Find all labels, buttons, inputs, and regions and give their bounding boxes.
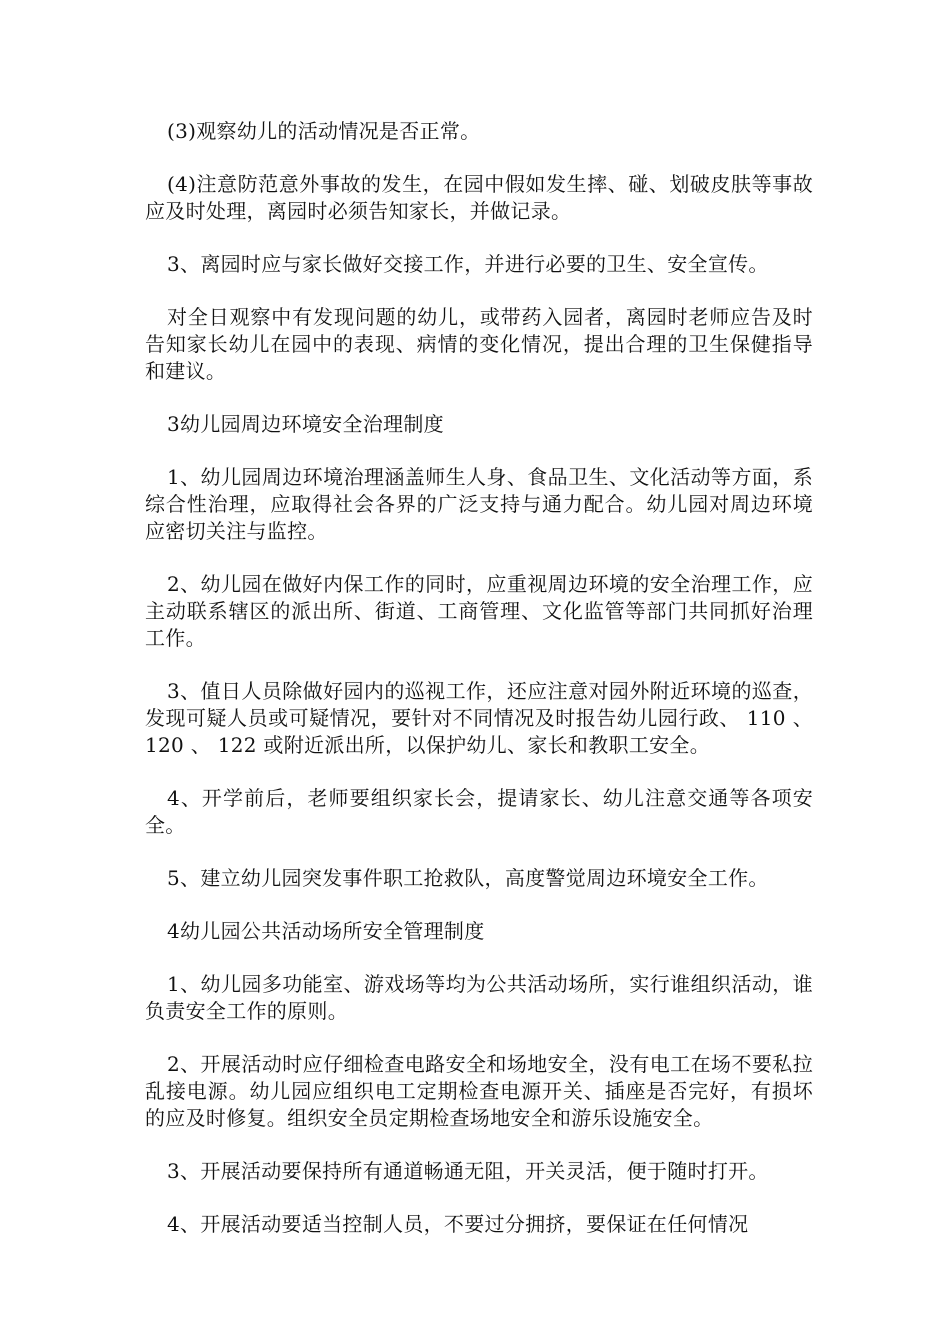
- paragraph-public-areas-4: 4、开展活动要适当控制人员，不要过分拥挤，要保证在任何情况: [167, 1212, 749, 1236]
- paragraph-surroundings-4: 4、开学前后，老师要组织家长会，提请家长、幼儿注意交通等各项安全。: [145, 786, 813, 837]
- paragraph-public-areas-1: 1、幼儿园多功能室、游戏场等均为公共活动场所，实行谁组织活动，谁负责安全工作的原则。: [145, 972, 813, 1023]
- paragraph-surroundings-2: 2、幼儿园在做好内保工作的同时，应重视周边环境的安全治理工作，应主动联系辖区的派出所、街道、工商管理、文化监管等部门共同抓好治理工作。: [145, 572, 813, 650]
- paragraph-health-guidance: 对全日观察中有发现问题的幼儿，或带药入园者，离园时老师应告及时告知家长幼儿在园中的表现、病情的变化情况，提出合理的卫生保健指导和建议。: [145, 305, 813, 383]
- section-heading-surroundings: 3幼儿园周边环境安全治理制度: [167, 412, 444, 436]
- paragraph-surroundings-3: 3、值日人员除做好园内的巡视工作，还应注意对园外附近环境的巡查，发现可疑人员或可疑情况，要针对不同情况及时报告幼儿园行政、 110 、 120 、 122 或附近派出所，以保护幼儿、家长和教职工安全。: [145, 679, 813, 757]
- paragraph-public-areas-2: 2、开展活动时应仔细检查电路安全和场地安全，没有电工在场不要私拉乱接电源。幼儿园应组织电工定期检查电源开关、插座是否完好，有损坏的应及时修复。组织安全员定期检查场地安全和游乐设施安全。: [145, 1052, 813, 1130]
- document-body: [145, 118, 813, 1264]
- paragraph-observe-activity: (3)观察幼儿的活动情况是否正常。: [167, 119, 481, 143]
- section-heading-public-areas: 4幼儿园公共活动场所安全管理制度: [167, 919, 485, 943]
- paragraph-accident-prevention: (4)注意防范意外事故的发生，在园中假如发生摔、碰、划破皮肤等事故应及时处理，离园时必须告知家长，并做记录。: [145, 172, 813, 223]
- paragraph-public-areas-3: 3、开展活动要保持所有通道畅通无阻，开关灵活，便于随时打开。: [167, 1159, 769, 1183]
- paragraph-departure-handover: 3、离园时应与家长做好交接工作，并进行必要的卫生、安全宣传。: [167, 252, 769, 276]
- paragraph-surroundings-5: 5、建立幼儿园突发事件职工抢救队，高度警觉周边环境安全工作。: [167, 866, 769, 890]
- paragraph-surroundings-1: 1、幼儿园周边环境治理涵盖师生人身、食品卫生、文化活动等方面，系综合性治理，应取得社会各界的广泛支持与通力配合。幼儿园对周边环境应密切关注与监控。: [145, 465, 813, 543]
